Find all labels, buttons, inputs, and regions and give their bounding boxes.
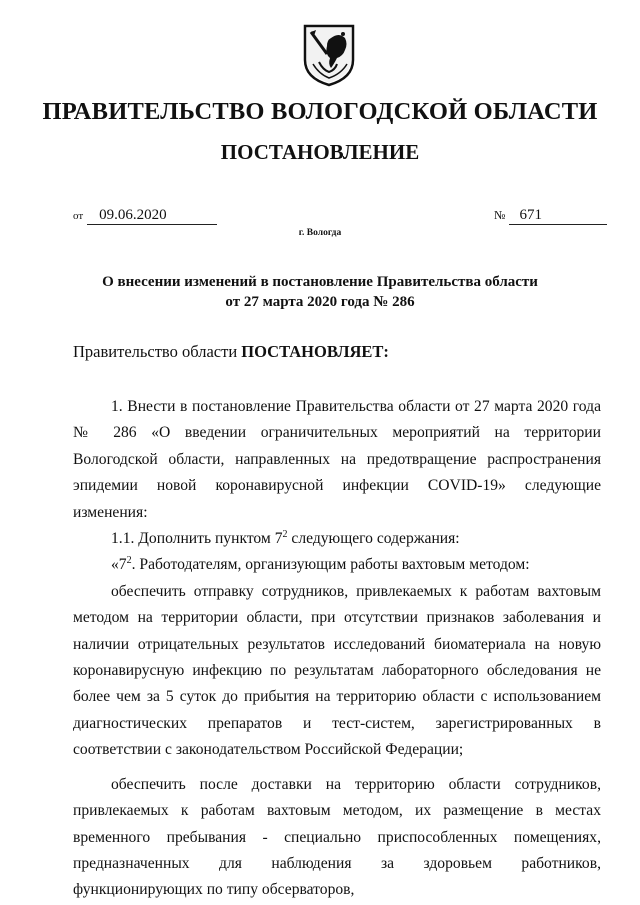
document-date: 09.06.2020 bbox=[87, 207, 217, 225]
document-subject bbox=[60, 272, 580, 312]
document-type: ПОСТАНОВЛЕНИЕ bbox=[220, 140, 420, 164]
paragraph-1-1 bbox=[73, 526, 601, 552]
document-body bbox=[73, 394, 601, 904]
resolution-lead: Правительство области bbox=[73, 342, 242, 361]
paragraph-1-1-superscript: 2 bbox=[282, 528, 288, 540]
date-prefix: от bbox=[73, 210, 84, 222]
subject-line-1: О внесении изменений в постановление Правительства области bbox=[102, 274, 538, 290]
paragraph-1-1-tail: следующего содержания: bbox=[287, 530, 460, 548]
government-title: ПРАВИТЕЛЬСТВО ВОЛОГОДСКОЙ ОБЛАСТИ bbox=[42, 98, 598, 125]
heading-superscript: 2 bbox=[126, 555, 132, 567]
date-field bbox=[73, 207, 217, 225]
number-prefix: № bbox=[494, 208, 506, 222]
paragraph-accommodation: обеспечить после доставки на территорию области сотрудников, привлекаемых к работам вахтовым методом, их размещение в местах временного пребывания - специально приспособленных помещениях, предназначенных для наблюдения за здоровьем работников, функционирующих по типу обсерваторов, bbox=[73, 775, 601, 899]
subject-line-2: от 27 марта 2020 года № 286 bbox=[225, 294, 415, 310]
resolution-line bbox=[73, 342, 389, 362]
paragraph-1-1-text: 1.1. Дополнить пунктом 7 bbox=[111, 530, 283, 548]
document-number: 671 bbox=[509, 207, 607, 225]
heading-tail: . Работодателям, организующим работы вахтовым методом: bbox=[131, 556, 530, 574]
city-label: г. Вологда bbox=[298, 228, 342, 238]
heading-text: «7 bbox=[111, 556, 127, 574]
paragraph-1: 1. Внести в постановление Правительства области от 27 марта 2020 года № 286 «О введении ограничительных мероприятий на территории Вологодской области, направленных на предотвращение распространения эпидемии новой коронавирусной инфекции COVID-19» следующие изменения: bbox=[73, 398, 601, 521]
paragraph-dispatch: обеспечить отправку сотрудников, привлекаемых к работам вахтовым методом на территории области, при отсутствии признаков заболевания и наличии отрицательных результатов исследований биоматериала на новую коронавирусную инфекцию по результатам лабораторного обследования не более чем за 5 суток до прибытия на территорию области с использованием диагностических препаратов и тест-систем, зарегистрированных в соответствии с законодательством Российской Федерации; bbox=[73, 582, 601, 759]
coat-of-arms-emblem bbox=[301, 20, 357, 88]
number-field bbox=[494, 207, 607, 225]
paragraph-7-2-heading bbox=[73, 552, 601, 578]
resolution-keyword: ПОСТАНОВЛЯЕТ: bbox=[241, 342, 389, 361]
